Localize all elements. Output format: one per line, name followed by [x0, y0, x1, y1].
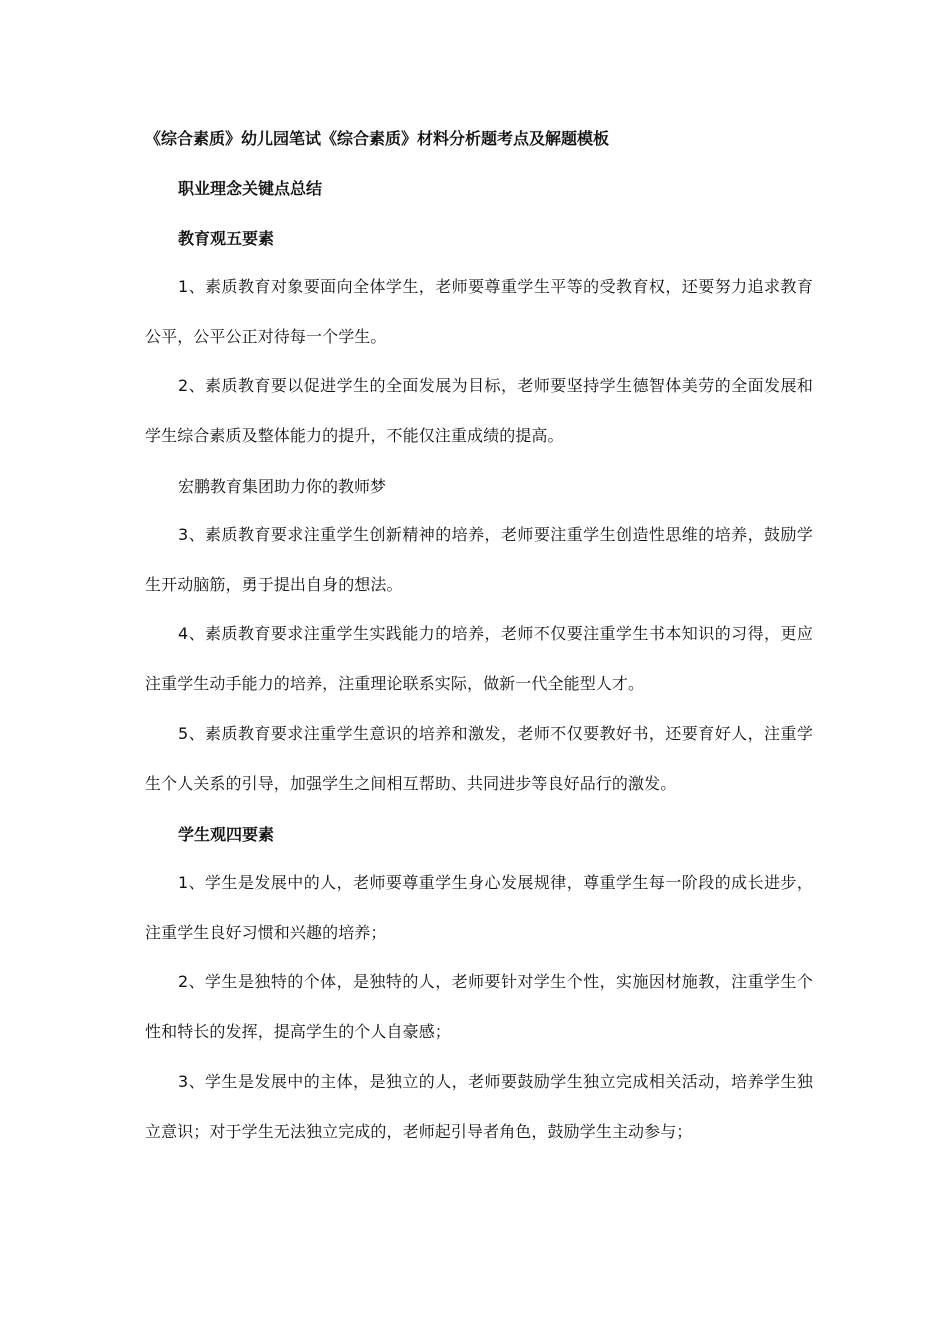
education-view-item-1: 1、素质教育对象要面向全体学生，老师要尊重学生平等的受教育权，还要努力追求教育公平，公平公正对待每一个学生。: [145, 277, 813, 346]
student-view-item-1: 1、学生是发展中的人，老师要尊重学生身心发展规律，尊重学生每一阶段的成长进步，注重学生良好习惯和兴趣的培养；: [145, 873, 813, 942]
student-view-item-2: 2、学生是独特的个体，是独特的人，老师要针对学生个性，实施因材施教，注重学生个性和特长的发挥，提高学生的个人自豪感；: [145, 972, 813, 1041]
section-heading: 职业理念关键点总结: [178, 179, 323, 198]
student-view-heading: 学生观四要素: [178, 825, 275, 844]
education-view-item-5: 5、素质教育要求注重学生意识的培养和激发，老师不仅要教好书，还要育好人，注重学生个人关系的引导，加强学生之间相互帮助、共同进步等良好品行的激发。: [145, 724, 813, 793]
education-view-item-3: 3、素质教育要求注重学生创新精神的培养，老师要注重学生创造性思维的培养，鼓励学生开动脑筋，勇于提出自身的想法。: [145, 525, 813, 594]
document-title: 《综合素质》幼儿园笔试《综合素质》材料分析题考点及解题模板: [145, 129, 610, 148]
education-view-item-4: 4、素质教育要求注重学生实践能力的培养，老师不仅要注重学生书本知识的习得，更应注重学生动手能力的培养，注重理论联系实际，做新一代全能型人才。: [145, 624, 813, 693]
student-view-item-3: 3、学生是发展中的主体，是独立的人，老师要鼓励学生独立完成相关活动，培养学生独立意识；对于学生无法独立完成的，老师起引导者角色，鼓励学生主动参与；: [145, 1072, 813, 1141]
education-view-heading: 教育观五要素: [178, 229, 275, 248]
promo-line: 宏鹏教育集团助力你的教师梦: [178, 477, 387, 496]
education-view-item-2: 2、素质教育要以促进学生的全面发展为目标，老师要坚持学生德智体美劳的全面发展和学生综合素质及整体能力的提升，不能仅注重成绩的提高。: [145, 376, 813, 445]
